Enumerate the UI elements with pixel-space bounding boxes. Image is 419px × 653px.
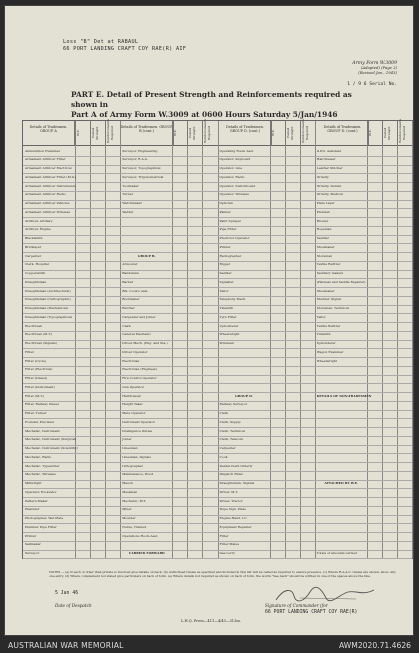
row-rule (218, 208, 315, 209)
trade-label: Sailmaker (25, 542, 41, 547)
trade-label: Upholsterer (316, 341, 336, 346)
trade-label: Coppersmith (25, 271, 46, 276)
trade-label: Shoemaker (316, 288, 335, 293)
trade-label: Wheelwright (219, 332, 240, 337)
trade-label: Clerk (219, 411, 229, 416)
trade-label: Orderly (316, 174, 329, 179)
despatch-date-label: Date of Despatch (55, 603, 92, 608)
trade-label: Tinsmith (219, 306, 234, 311)
row-rule (120, 532, 217, 533)
trade-label: Draughtsman (25, 279, 47, 284)
trade-label: Upholsterer (219, 323, 239, 328)
trade-label: Orderly, Dental (316, 183, 341, 188)
trade-label: Wireman (219, 341, 234, 346)
form-title (71, 90, 371, 120)
row-rule (315, 235, 412, 236)
trade-label: Signaller (219, 279, 234, 284)
row-rule (120, 191, 217, 192)
row-rule (23, 392, 120, 393)
row-rule (120, 392, 217, 393)
row-rule (218, 462, 315, 463)
row-rule (23, 357, 120, 358)
signature-label: Signature of Commander (for (265, 603, 328, 608)
row-rule (218, 383, 315, 384)
row-rule (218, 348, 315, 349)
trade-label: Messman (122, 489, 138, 494)
trade-label: Electrician (25, 323, 43, 328)
trade-label: Driver Operator (122, 349, 148, 354)
trade-label: Railway Surveyor (219, 402, 248, 407)
trade-label: Artificer, Engine (25, 227, 51, 232)
trade-label: Armourer (122, 262, 138, 267)
trade-label: Draughtsman (Mechanical) (25, 306, 68, 311)
row-rule (315, 453, 412, 454)
row-rule (120, 427, 217, 428)
trade-label: Plumber, Pipe Fitter (25, 524, 57, 529)
trade-label: Draughtsman (Architectural) (25, 288, 71, 293)
row-rule (23, 427, 120, 428)
trade-label: Welder (122, 209, 134, 214)
row-rule (120, 322, 217, 323)
small-column-header: Posted Strength (382, 121, 397, 145)
row-rule (218, 392, 315, 393)
trade-label: Operator, Radio (219, 174, 245, 179)
row-rule (23, 558, 120, 559)
row-rule (23, 532, 120, 533)
trade-label: Nurse, Trained (122, 524, 146, 529)
row-rule (315, 488, 412, 489)
small-column-header: Posted Strength (90, 121, 105, 145)
trade-label: Printer (219, 244, 231, 249)
trade-label: Draughtsman (Topographical) (25, 314, 73, 319)
trade-label: Armament Artificer Wireless (25, 209, 70, 214)
row-rule (315, 532, 412, 533)
trade-label: Fire Control Operator (122, 376, 157, 381)
trade-label: Orderly, Medical (316, 192, 343, 197)
small-column-header: Reinforcements Required (397, 121, 412, 145)
trade-label: Totals of amounts carried (316, 551, 357, 556)
trade-label: Butcher (122, 306, 135, 311)
header-group-d: Details of Tradesmen. GROUP D. (cont.) (317, 121, 369, 145)
trade-label: Driver Mech. (Eng. and Sta.) (122, 341, 168, 346)
trade-label: Dispatch Rider (219, 472, 243, 477)
printer-imprint: L.H.Q. Press—411—4/43—313m. (181, 619, 241, 623)
row-rule (120, 497, 217, 498)
trade-label: Tailor (316, 314, 326, 319)
row-rule (218, 270, 315, 271)
row-rule (315, 322, 412, 323)
trade-label: Gun Operator (122, 384, 144, 389)
trade-label: Mason (122, 481, 133, 486)
form-revised: (Revised Jan., 1943) (358, 69, 397, 75)
trade-label: Ropeman (316, 227, 332, 232)
column-rule (412, 121, 413, 558)
trade-label: Telephony Mech. (219, 297, 247, 302)
trade-label: Equipment Repairer (219, 524, 252, 529)
trade-label: Fitter (25, 349, 34, 354)
row-rule (218, 366, 315, 367)
row-rule (23, 217, 120, 218)
trade-label: Joiner (122, 437, 132, 442)
trade-label: Armament Artificer Vehicles (25, 201, 70, 206)
trade-label: Storeman (316, 253, 333, 258)
footer-notes: NOTES — (a) If each of other than private is involved give details on back. (b) Authorised trades as specified and included in this list will be called as required to ensure presence. (c) Where R.A.A.C. trades are shown, show only one entry. (d) Where complement not stated give particulars on back of form. (e) Where details not required as shown on back of form, the words "See back" should be written in one of the spaces above the line. (49, 570, 396, 578)
trade-label: Plumber (316, 209, 331, 214)
row-rule (120, 541, 217, 542)
trade-label: Fitter (Instrument) (25, 384, 55, 389)
small-column-header: W.E. (172, 121, 187, 145)
row-rule (23, 497, 120, 498)
small-column-header: Reinforcements Required (202, 121, 217, 145)
form-name: Army Form W.3009 (352, 61, 397, 66)
small-column-header: Reinforcements Required (300, 121, 315, 145)
trade-label: Paint Sprayer (219, 218, 241, 223)
row-rule (218, 375, 315, 376)
row-rule (120, 217, 217, 218)
trade-label: Bandsman (122, 271, 139, 276)
row-rule (218, 287, 315, 288)
trade-label: Saddlery makers (316, 271, 344, 276)
trade-label: Wheelwright (316, 358, 337, 363)
row-rule (218, 322, 315, 323)
row-rule (315, 182, 412, 183)
trade-label: Pattern Maker (25, 498, 48, 503)
row-rule (120, 278, 217, 279)
trade-label: Driver, M.T. (219, 489, 238, 494)
trade-label: Founder, Precision (25, 419, 55, 424)
trade-label: Surveyor, Topographical (122, 166, 161, 171)
trade-label: Carpenter (25, 253, 42, 258)
trade-label: Gas Lorry (219, 551, 236, 556)
row-rule (218, 532, 315, 533)
row-rule (315, 252, 412, 253)
row-rule (120, 226, 217, 227)
trade-label: Printer (25, 533, 37, 538)
trade-label: Carpenter (219, 446, 236, 451)
header-group-c: Details of Tradesmen. GROUP D. (cont.) (219, 121, 272, 145)
row-rule (23, 287, 120, 288)
trade-label: Rigger (219, 262, 231, 267)
trade-label: Draughtsman, Signals (219, 481, 255, 486)
row-rule (120, 436, 217, 437)
row-rule (315, 506, 412, 507)
trade-label: Predictor Operator (219, 236, 250, 241)
row-rule (315, 383, 412, 384)
row-rule (23, 252, 120, 253)
row-rule (120, 462, 217, 463)
trade-label: Fitter (Diesel) (25, 376, 48, 381)
trade-label: Dental Clerk Orderly (219, 463, 253, 468)
trade-label: ATTACHED BY W.E. (324, 481, 359, 486)
trade-label: Height Taker (122, 402, 143, 407)
row-rule (218, 261, 315, 262)
row-rule (218, 410, 315, 411)
trade-label: Armament Artificer Fitter (M.G.) (25, 174, 77, 179)
header-group-b: Details of Tradesmen. GROUP B (cont.) (120, 121, 174, 145)
trade-label: Bricklayer (25, 244, 42, 249)
small-column-header: W.E. (75, 121, 90, 145)
trade-label: Clerk, Hospital (25, 262, 49, 267)
trade-label: Millwright (25, 481, 42, 486)
trade-label: Riveter (316, 218, 329, 223)
trade-label: Fitter, Railway Diesel (25, 402, 59, 407)
trade-label: Operating Room Asst. (219, 148, 254, 153)
trade-label: Plasterer (25, 507, 40, 512)
trade-label: Surveyor (25, 551, 40, 556)
row-rule (315, 541, 412, 542)
small-column-header: Posted Strength (187, 121, 202, 145)
trade-label: Cook (219, 454, 228, 459)
row-rule (218, 252, 315, 253)
trade-label: Watchmaker (122, 201, 142, 206)
trade-label: Operator, Switchboard (219, 183, 256, 188)
title-date: 5/Jan/1946 (290, 110, 338, 119)
trade-label: Armament Artificer Radio (25, 192, 66, 197)
trade-label: Operator, Line (219, 166, 243, 171)
row-rule (315, 392, 412, 393)
unit-stamp-line1: Loss "B" Det at RABAUL (63, 39, 139, 45)
row-rule (315, 401, 412, 402)
form-page (5, 6, 413, 635)
trade-label: Electrician (122, 358, 140, 363)
trade-label: Fitter (M.T.) (25, 393, 45, 398)
row-rule (120, 357, 217, 358)
row-rule (23, 322, 120, 323)
row-rule (218, 182, 315, 183)
row-rule (315, 366, 412, 367)
row-rule (315, 558, 412, 559)
trade-label: Carpenter and Joiner (122, 314, 156, 319)
trade-label: Clerk (122, 323, 131, 328)
trade-label: Mule Operator (122, 411, 146, 416)
trade-label: Artificer, Artillery (25, 218, 53, 223)
trade-label: Tinsmith (316, 332, 331, 337)
trade-label: Fitter (Electrical) (25, 367, 53, 372)
trade-label: Blk. Cook's Asst. (122, 288, 149, 293)
trade-label: Armament Artificer Fitter (25, 157, 66, 162)
row-rule (315, 427, 412, 428)
trade-label: Engine Hand, I.C. (219, 516, 248, 521)
trade-label: Radiographer (219, 253, 242, 258)
trade-label: Electrician (M.T.) (25, 332, 53, 337)
trade-label: Textile Refitter (316, 323, 341, 328)
trade-label: Blacksmith (25, 236, 43, 241)
small-column-header: W.E. (270, 121, 285, 145)
trade-label: Fitter Mates (219, 542, 240, 547)
trade-label: Surveyor, Trigonometrical (122, 174, 164, 179)
trade-label: Textile Refitter (316, 262, 341, 267)
row-rule (315, 287, 412, 288)
row-rule (218, 453, 315, 454)
trade-label: Saddler (219, 271, 232, 276)
watermark-institution: AUSTRALIAN WAR MEMORIAL (8, 641, 124, 650)
trade-label: Mechanic, Wireless (25, 472, 56, 477)
trade-label: Linesman, Signals (122, 454, 151, 459)
serial-number: 1 / 9 6 Serial No. (347, 82, 397, 87)
trade-label: Instrument Operator (122, 419, 156, 424)
trade-label: Miner (122, 507, 132, 512)
trade-label: Photographer, Wet Plate (25, 516, 64, 521)
trade-label: Operator, Excavator (25, 489, 57, 494)
trade-label: DETAILS OF NON-TRADESMEN (316, 393, 372, 398)
row-rule (218, 243, 315, 244)
trade-label: Armament Artificer Instruments (25, 183, 76, 188)
title-line1: PART E. Detail of Present Strength and Reinforcements required as shown in (71, 90, 352, 109)
trade-label: Shunter, Signal (316, 297, 341, 302)
row-rule (315, 471, 412, 472)
trade-label: Ammunition Examiner (25, 148, 61, 153)
trade-label: Hairdresser (316, 157, 336, 162)
row-rule (120, 235, 217, 236)
trade-label: Tailor (219, 288, 229, 293)
trade-label: Surveyor, R.A.A. (122, 157, 148, 162)
row-rule (315, 217, 412, 218)
trade-label: Bootmaker (122, 297, 140, 302)
row-rule (315, 375, 412, 376)
trade-label: Leather Stitcher (316, 166, 343, 171)
row-rule (23, 348, 120, 349)
trade-label: CARRIED FORWARD (128, 551, 165, 556)
strength-table (22, 120, 413, 559)
row-rule (315, 410, 412, 411)
trade-label: Linesman (122, 446, 138, 451)
row-rule (120, 480, 217, 481)
trade-label: Mechanic, Instrument (Scientific) (25, 446, 78, 451)
row-rule (315, 357, 412, 358)
small-column-header: Posted Strength (285, 121, 300, 145)
trade-label: GROUP D. (235, 393, 253, 398)
row-rule (218, 427, 315, 428)
trade-label: Fitter (219, 533, 229, 538)
trade-label: Shoemaker (316, 244, 335, 249)
trade-label: Barber (122, 279, 134, 284)
row-rule (315, 173, 412, 174)
trade-label: Moulder (122, 516, 136, 521)
trade-label: Electrician (Engineer) (122, 367, 158, 372)
trade-label: Turner (122, 192, 134, 197)
row-rule (315, 418, 412, 419)
form-id-block (352, 62, 397, 75)
row-rule (315, 515, 412, 516)
trade-label: Operations Room Asst. (122, 533, 159, 538)
trade-label: Mechanic, Instrument (25, 428, 60, 433)
trade-label: Armament Artificer Electrical (25, 166, 72, 171)
trade-label: Maintenance, Wood (122, 472, 154, 477)
trade-label: Mechanic, M.T. (122, 498, 147, 503)
row-rule (218, 357, 315, 358)
row-rule (218, 497, 315, 498)
trade-label: Mechanic, Instrument (Surgical) (25, 437, 77, 442)
row-rule (315, 445, 412, 446)
trade-label: (Harness and Saddle Repairer) (316, 279, 366, 284)
row-rule (218, 217, 315, 218)
small-column-header: Reinforcements Required (105, 121, 120, 145)
trade-label: Tyre Fitter (219, 314, 237, 319)
trade-label: Wagon Examiner (316, 349, 344, 354)
trade-label: Draughtsman (Cartographic) (25, 297, 71, 302)
row-rule (315, 462, 412, 463)
trade-label: Fitter, Turner (25, 411, 47, 416)
row-rule (120, 558, 217, 559)
despatch-date: 5 Jan 46 (55, 591, 79, 596)
row-rule (315, 497, 412, 498)
row-rule (315, 313, 412, 314)
trade-label: Fitter (Cycle) (25, 358, 46, 363)
row-rule (120, 252, 217, 253)
trade-label: Operator, Wireless (219, 192, 249, 197)
trade-label: Clerk, Technical (219, 428, 245, 433)
watermark-accession: AWM2020.71.4626 (339, 641, 411, 650)
row-rule (23, 182, 120, 183)
row-rule (120, 506, 217, 507)
row-rule (315, 436, 412, 437)
trade-label: Surveyor, Engineering (122, 148, 158, 153)
trade-label: Plate Layer (316, 201, 335, 206)
trade-label: Lithographer (122, 463, 143, 468)
small-column-header: W.E. (367, 121, 382, 145)
trade-label: Clerk, Telecom (219, 437, 244, 442)
header-group-a: Details of Tradesmen. GROUP A (23, 121, 75, 145)
row-rule (315, 523, 412, 524)
trade-label: Storeman, Technical (316, 306, 349, 311)
row-rule (218, 558, 315, 559)
row-rule (120, 287, 217, 288)
row-rule (23, 462, 120, 463)
trade-label: Mechanic, Radio (25, 454, 52, 459)
trade-label: Hairdresser (122, 393, 142, 398)
row-rule (120, 208, 217, 209)
trade-label: General Mechanic (122, 332, 151, 337)
trade-label: Electrician (Signals) (25, 341, 57, 346)
trade-label: GROUP B. (137, 253, 156, 258)
trade-label: Intelligence Duties (122, 428, 152, 433)
trade-label: Operator, Keyboard (219, 157, 251, 162)
trade-label: Toolmaker (122, 183, 139, 188)
trade-label: Optician (219, 201, 233, 206)
signature-unit-stamp: 66 PORT LANDING CRAFT COY RAE(R) (265, 610, 358, 615)
row-rule (120, 182, 217, 183)
form-adapted: (Adapted) (Page 2) (360, 65, 397, 71)
trade-label: Clerk, Supply (219, 419, 241, 424)
row-rule (120, 243, 217, 244)
trade-label: Mechanic, Typewriter (25, 463, 60, 468)
unit-stamp-line2: 66 PORT LANDING CRAFT COY RAE(R) AIF (63, 46, 187, 52)
trade-label: Saddler (316, 236, 329, 241)
trade-label: Dupe Sign. Plate (219, 507, 246, 512)
trade-label: G.P.O. Assistant (316, 148, 342, 153)
trade-label: Driver, Tractor (219, 498, 243, 503)
title-line2: Part A of Army Form W.3009 at 0600 Hours Saturday 5/Jan/1946 (71, 110, 338, 119)
trade-label: Pipe Fitter (219, 227, 237, 232)
trade-label: Painter (219, 209, 231, 214)
